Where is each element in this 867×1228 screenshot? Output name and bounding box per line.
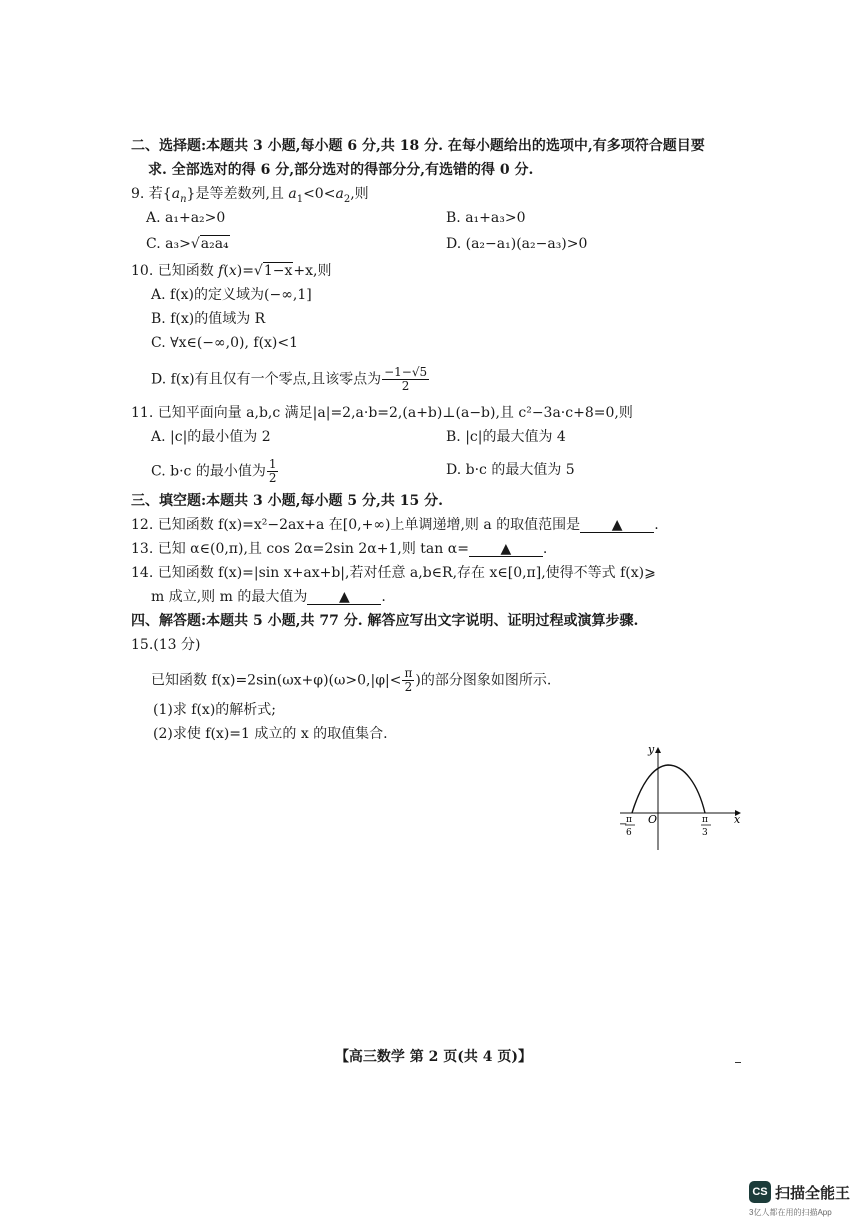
q9-option-a[interactable]: A. a₁+a₂>0 bbox=[146, 210, 226, 226]
q14-line2: m 成立,则 m 的最大值为 ▲ . bbox=[151, 589, 386, 605]
q11-c-fraction: $\frac{1}{2}$ bbox=[268, 457, 277, 485]
q15-stem-fraction: $\frac{\pi}{2}$ bbox=[404, 666, 413, 694]
section2-heading: 二、选择题: bbox=[131, 138, 207, 154]
q10-option-c[interactable]: C. ∀x∈(−∞,0), f(x)<1 bbox=[151, 335, 299, 351]
y-axis-label: y bbox=[648, 743, 655, 756]
q10-option-b[interactable]: B. f(x)的值域为 R bbox=[151, 311, 266, 327]
q11-option-b[interactable]: B. |c|的最大值为 4 bbox=[446, 429, 566, 445]
q9-option-d[interactable]: D. (a₂−a₁)(a₂−a₃)>0 bbox=[446, 236, 588, 252]
q10-stem: 10. 已知函数 f(x)=√1−x+x,则 bbox=[131, 263, 332, 279]
section4-heading: 四、解答题: bbox=[131, 613, 207, 629]
section3-instructions: 三、填空题:本题共 3 小题,每小题 5 分,共 15 分. bbox=[131, 493, 444, 509]
q14-answer-blank[interactable]: ▲ bbox=[307, 590, 381, 605]
section2-line2: 求. 全部选对的得 6 分,部分选对的得部分分,有选错的得 0 分. bbox=[148, 162, 534, 178]
left-root-num: π bbox=[626, 815, 632, 825]
q10-option-a[interactable]: A. f(x)的定义域为(−∞,1] bbox=[151, 287, 312, 303]
page-footer: 【高三数学 第 2 页(共 4 页)】 bbox=[334, 1049, 533, 1065]
section4-instructions: 四、解答题:本题共 5 小题,共 77 分. 解答应写出文字说明、证明过程或演算步骤. bbox=[131, 613, 639, 629]
q15-part2: (2)求使 f(x)=1 成立的 x 的取值集合. bbox=[153, 726, 388, 742]
section3-heading: 三、填空题: bbox=[131, 493, 207, 509]
origin-label: O bbox=[648, 813, 658, 826]
q9-stem: 9. 若$\{a_n\}$是等差数列,且 $a_1<0<a_2$,则 bbox=[131, 186, 369, 205]
q15-stem: 已知函数 f(x)=2sin(ωx+φ)(ω>0,|φ|< $\frac{\pi}{2}$ )的部分图象如图所示. bbox=[151, 666, 552, 694]
section2-line1: 本题共 3 小题,每小题 6 分,共 18 分. 在每小题给出的选项中,有多项符合题目要 bbox=[206, 138, 705, 154]
q15-header: 15.(13 分) bbox=[131, 637, 201, 653]
q15-part1: (1)求 f(x)的解析式; bbox=[153, 702, 276, 718]
q11-option-a[interactable]: A. |c|的最小值为 2 bbox=[151, 429, 271, 445]
q13: 13. 已知 α∈(0,π),且 cos 2α=2sin 2α+1,则 tan α= ▲ . bbox=[131, 541, 548, 557]
q13-answer-blank[interactable]: ▲ bbox=[469, 542, 543, 557]
scanner-tagline: 3亿人都在用的扫描App bbox=[749, 1208, 832, 1217]
q9-option-c[interactable]: C. a₃>√a₂a₄ bbox=[146, 236, 229, 252]
scanner-app-name: 扫描全能王 bbox=[775, 1185, 851, 1202]
q12: 12. 已知函数 f(x)=x²−2ax+a 在[0,+∞)上单调递增,则 a 的取值范围是 ▲ . bbox=[131, 517, 659, 533]
q15-sine-graph bbox=[610, 742, 745, 854]
q9-option-b[interactable]: B. a₁+a₃>0 bbox=[446, 210, 526, 226]
right-root-num: π bbox=[702, 815, 708, 825]
q12-answer-blank[interactable]: ▲ bbox=[580, 518, 654, 533]
x-axis-label: x bbox=[734, 813, 741, 826]
q11-option-c[interactable]: C. b·c 的最小值为 $\frac{1}{2}$ bbox=[151, 457, 277, 485]
q10-option-d[interactable]: D. f(x)有且仅有一个零点,且该零点为 $\frac{-1-√5}{2}$ bbox=[151, 365, 428, 393]
q10-d-fraction: $\frac{-1-√5}{2}$ bbox=[384, 365, 428, 393]
left-root-sign: − bbox=[619, 819, 628, 830]
right-root-den: 3 bbox=[702, 828, 708, 838]
section2-instructions bbox=[131, 136, 705, 156]
left-root-den: 6 bbox=[626, 828, 632, 838]
q11-stem: 11. 已知平面向量 a,b,c 满足|a|=2,a·b=2,(a+b)⊥(a−b),且 c²−3a·c+8=0,则 bbox=[131, 405, 633, 421]
scan-mark bbox=[735, 1062, 741, 1063]
q14-line1: 14. 已知函数 f(x)=|sin x+ax+b|,若对任意 a,b∈R,存在 x∈[0,π],使得不等式 f(x)⩾ bbox=[131, 565, 656, 581]
q11-option-d[interactable]: D. b·c 的最大值为 5 bbox=[446, 462, 575, 478]
sine-curve bbox=[632, 765, 705, 813]
camscanner-logo-icon: CS bbox=[749, 1181, 771, 1203]
